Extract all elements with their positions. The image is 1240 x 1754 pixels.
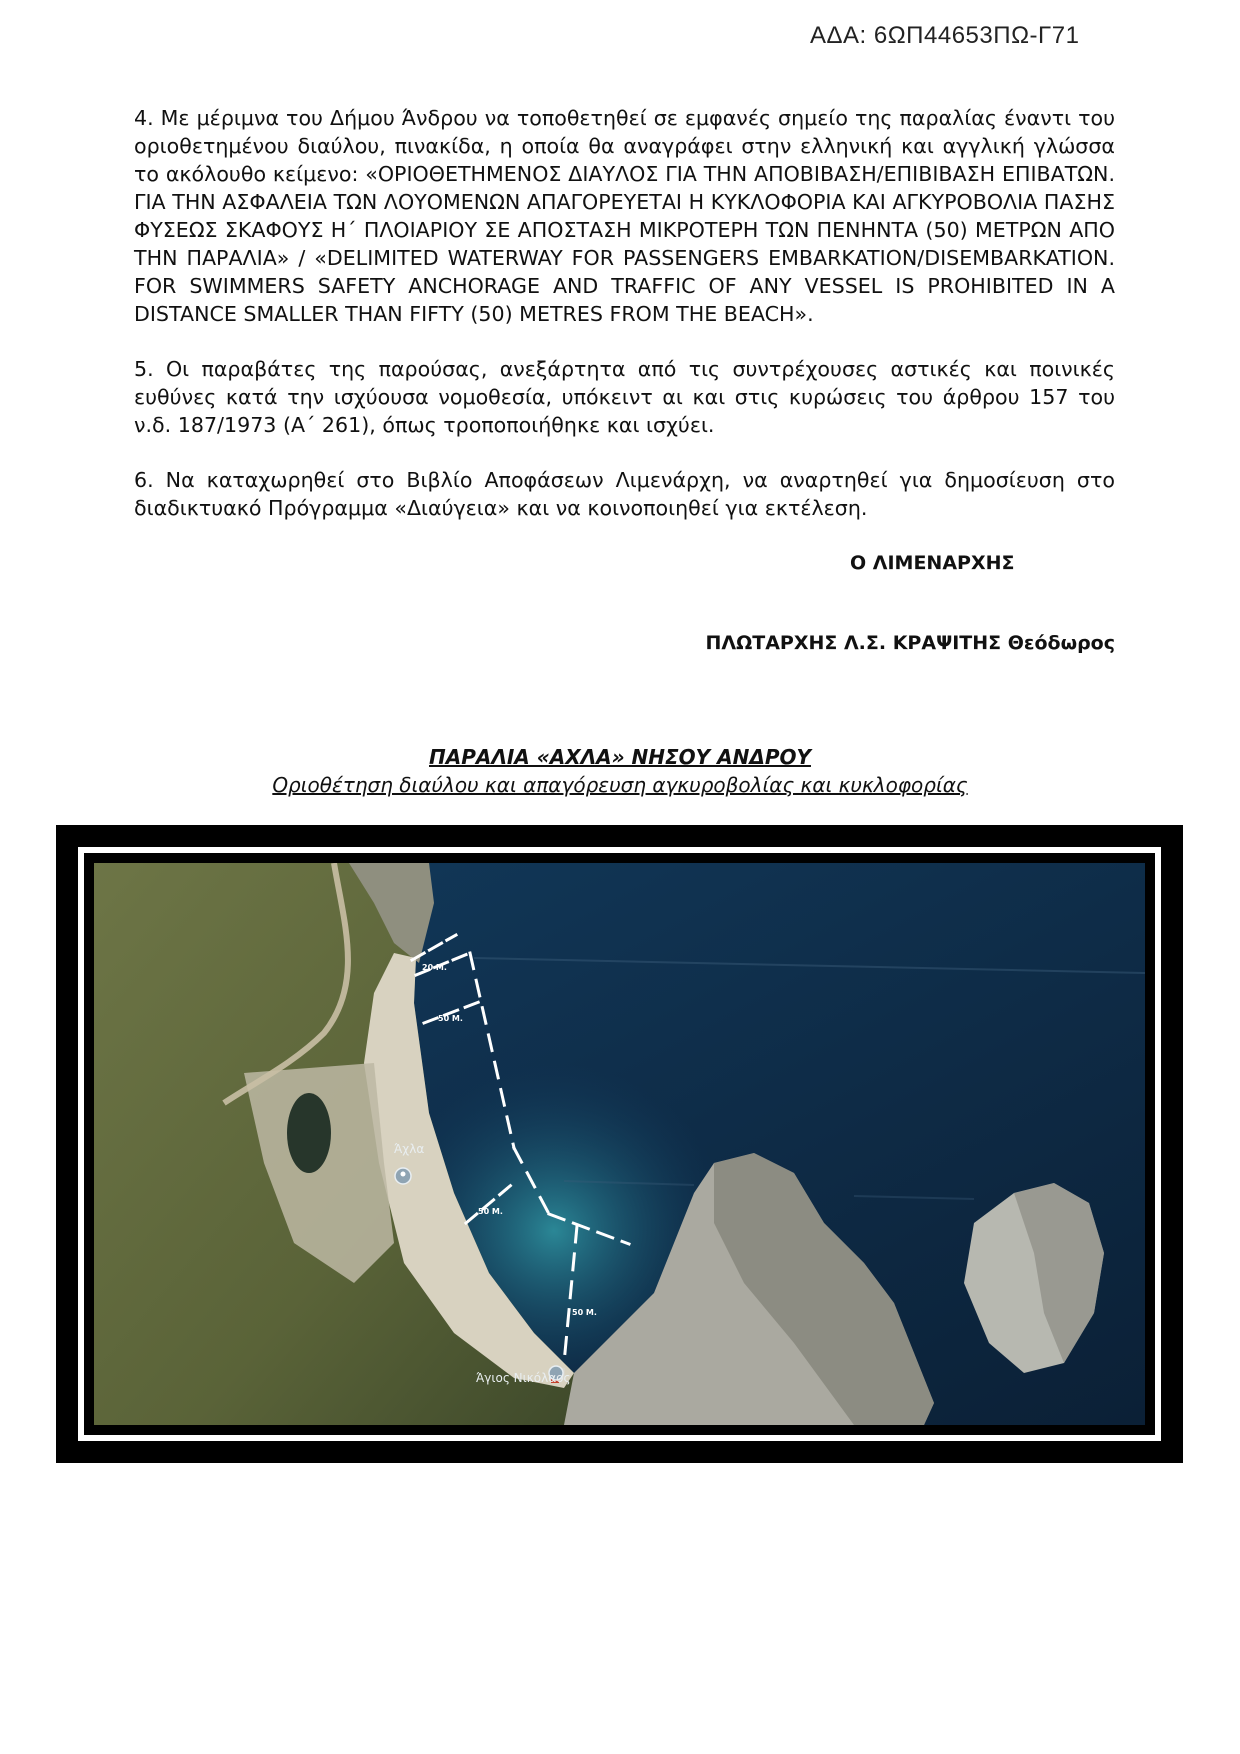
- satellite-map: [94, 863, 1145, 1425]
- paragraph-4: 4. Με μέριμνα του Δήμου Άνδρου να τοποθετηθεί σε εμφανές σημείο της παραλίας έναντι του οριοθετημένου διαύλου, πινακίδα, η οποία θα αναγράφει στην ελληνική και αγγλική γλώσσα το ακόλουθο κείμενο: «ΟΡΙΟΘΕΤΗΜΕΝΟΣ ΔΙΑΥΛΟΣ ΓΙΑ ΤΗΝ ΑΠΟΒΙΒΑΣΗ/ΕΠΙΒΙΒΑΣΗ ΕΠΙΒΑΤΩΝ. ΓΙΑ ΤΗΝ ΑΣΦΑΛΕΙΑ ΤΩΝ ΛΟΥΟΜΕΝΩΝ ΑΠΑΓΟΡΕΥΕΤΑΙ Η ΚΥΚΛΟΦΟΡΙΑ ΚΑΙ ΑΓΚΥΡΟΒΟΛΙΑ ΠΑΣΗΣ ΦΥΣΕΩΣ ΣΚΑΦΟΥΣ Η΄ ΠΛΟΙΑΡΙΟΥ ΣΕ ΑΠΟΣΤΑΣΗ ΜΙΚΡΟΤΕΡΗ ΤΩΝ ΠΕΝΗΝΤΑ (50) ΜΕΤΡΩΝ ΑΠΟ ΤΗΝ ΠΑΡΑΛΙΑ» / «DELIMITED WATERWAY FOR PASSENGERS EMBARKATION/DISEMBARKATION. FOR SWIMMERS SAFETY ANCHORAGE AND TRAFFIC OF ANY VESSEL IS PROHIBITED IN A DISTANCE SMALLER THAN FIFTY (50) METRES FROM THE BEACH».: [134, 106, 1115, 326]
- place-label-achla: Άχλα: [394, 1142, 425, 1156]
- marker-achla: [395, 1168, 411, 1184]
- ada-identifier: ΑΔΑ: 6ΩΠ44653ΠΩ-Γ71: [810, 22, 1080, 49]
- figure-title: ΠΑΡΑΛΙΑ «ΑΧΛΑ» ΝΗΣΟΥ ΑΝΔΡΟΥ: [429, 745, 811, 769]
- signer-name: ΠΛΩΤΑΡΧΗΣ Λ.Σ. ΚΡΑΨΙΤΗΣ Θεόδωρος: [705, 632, 1115, 654]
- paragraph-6: 6. Να καταχωρηθεί στο Βιβλίο Αποφάσεων Λιμενάρχη, να αναρτηθεί για δημοσίευση στο διαδικτυακό Πρόγραμμα «Διαύγεια» και να κοινοποιηθεί για εκτέλεση.: [134, 468, 1115, 520]
- label-20m: 20 M.: [422, 963, 447, 972]
- label-50m-mid: 50 M.: [478, 1207, 503, 1216]
- figure-subtitle: Οριοθέτηση διαύλου και απαγόρευση αγκυροβολίας και κυκλοφορίας: [272, 773, 968, 797]
- label-50m-top: 50 M.: [438, 1014, 463, 1023]
- place-label-agios-nikolaos: Άγιος Νικόλαος: [476, 1371, 571, 1385]
- map-frame: [56, 825, 1183, 1463]
- signer-title: Ο ΛΙΜΕΝΑΡΧΗΣ: [850, 552, 1015, 574]
- paragraph-5: 5. Οι παραβάτες της παρούσας, ανεξάρτητα από τις συντρέχουσες αστικές και ποινικές ευθύνες κατά την ισχύουσα νομοθεσία, υπόκειντ αι και στις κυρώσεις του άρθρου 157 του ν.δ. 187/1973 (Α΄ 261), όπως τροποποιήθηκε και ισχύει.: [134, 357, 1115, 437]
- label-50m-bottom: 50 M.: [572, 1308, 597, 1317]
- lagoon: [287, 1093, 331, 1173]
